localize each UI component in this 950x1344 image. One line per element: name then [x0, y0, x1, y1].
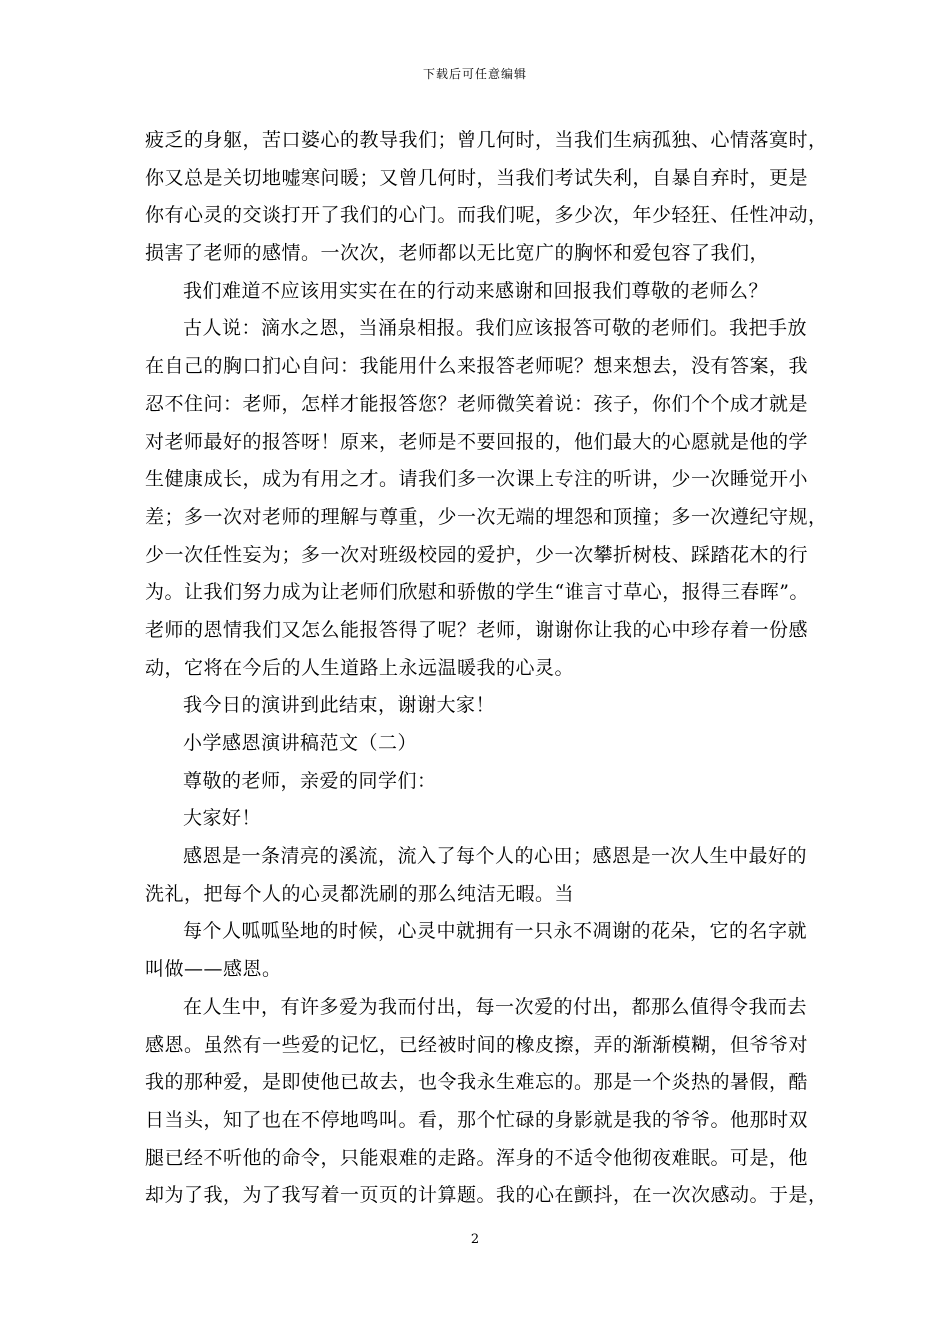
page-header: 下载后可任意编辑: [422, 67, 527, 81]
text-line: 小学感恩演讲稿范文（二）: [183, 732, 418, 754]
text-line: 感恩。虽然有一些爱的记忆，已经被时间的橡皮擦，弄的渐渐模糊，但爷爷对: [145, 1033, 809, 1056]
text-line: 每个人呱呱坠地的时候，心灵中就拥有一只永不凋谢的花朵，它的名字就: [183, 920, 808, 943]
text-line: 你有心灵的交谈打开了我们的心门。而我们呢，多少次，年少轻狂、任性冲动，: [145, 204, 828, 227]
page-number: 2: [470, 1232, 480, 1247]
text-line: 腿已经不听他的命令，只能艰难的走路。浑身的不适令他彻夜难眠。可是，他: [145, 1146, 809, 1169]
text-line: 尊敬的老师，亲爱的同学们：: [183, 769, 437, 792]
text-line: 疲乏的身躯，苦口婆心的教导我们；曾几何时，当我们生病孤独、心情落寞时，: [145, 129, 828, 151]
text-line: 生健康成长，成为有用之才。请我们多一次课上专注的听讲，少一次睡觉开小: [145, 468, 809, 491]
text-line: 洗礼，把每个人的心灵都洗刷的那么纯洁无暇。当: [145, 882, 575, 905]
text-line: 动，它将在今后的人生道路上永远温暖我的心灵。: [145, 656, 575, 679]
text-line: 在人生中，有许多爱为我而付出，每一次爱的付出，都那么值得令我而去: [183, 995, 808, 1018]
text-line: 你又总是关切地嘘寒问暖；又曾几何时，当我们考试失利，自暴自弃时，更是: [145, 166, 809, 189]
text-line: 日当头，知了也在不停地鸣叫。看，那个忙碌的身影就是我的爷爷。他那时双: [145, 1108, 809, 1131]
text-line: 对老师最好的报答呀！原来，老师是不要回报的，他们最大的心愿就是他的学: [145, 430, 809, 453]
text-line: 大家好！: [183, 807, 262, 830]
text-line: 损害了老师的感情。一次次，老师都以无比宽广的胸怀和爱包容了我们，: [145, 242, 770, 265]
text-line: 叫做——感恩。: [145, 958, 282, 981]
text-line: 老师的恩情我们又怎么能报答得了呢？老师，谢谢你让我的心中珍存着一份感: [145, 618, 809, 641]
document-body: [145, 122, 828, 1215]
text-line: 差；多一次对老师的理解与尊重，少一次无端的埋怨和顶撞；多一次遵纪守规，: [145, 505, 828, 528]
text-line: 我今日的演讲到此结束，谢谢大家！: [183, 694, 496, 717]
text-line: 少一次任性妄为；多一次对班级校园的爱护，少一次攀折树枝、踩踏花木的行: [145, 543, 809, 566]
text-line: 在自己的胸口扪心自问：我能用什么来报答老师呢？想来想去，没有答案，我: [145, 355, 809, 378]
text-line: 为。让我们努力成为让老师们欣慰和骄傲的学生“谁言寸草心，报得三春晖”。: [145, 581, 809, 604]
text-line: 感恩是一条清亮的溪流，流入了每个人的心田；感恩是一次人生中最好的: [183, 845, 808, 868]
text-line: 古人说：滴水之恩，当涌泉相报。我们应该报答可敬的老师们。我把手放: [183, 317, 808, 340]
text-line: 忍不住问：老师，怎样才能报答您？老师微笑着说：孩子，你们个个成才就是: [145, 392, 809, 415]
text-line: 却为了我，为了我写着一页页的计算题。我的心在颤抖，在一次次感动。于是，: [145, 1184, 828, 1207]
text-line: 我的那种爱，是即使他已故去，也令我永生难忘的。那是一个炎热的暑假，酷: [145, 1071, 809, 1094]
text-line: 我们难道不应该用实实在在的行动来感谢和回报我们尊敬的老师么？: [183, 279, 769, 302]
